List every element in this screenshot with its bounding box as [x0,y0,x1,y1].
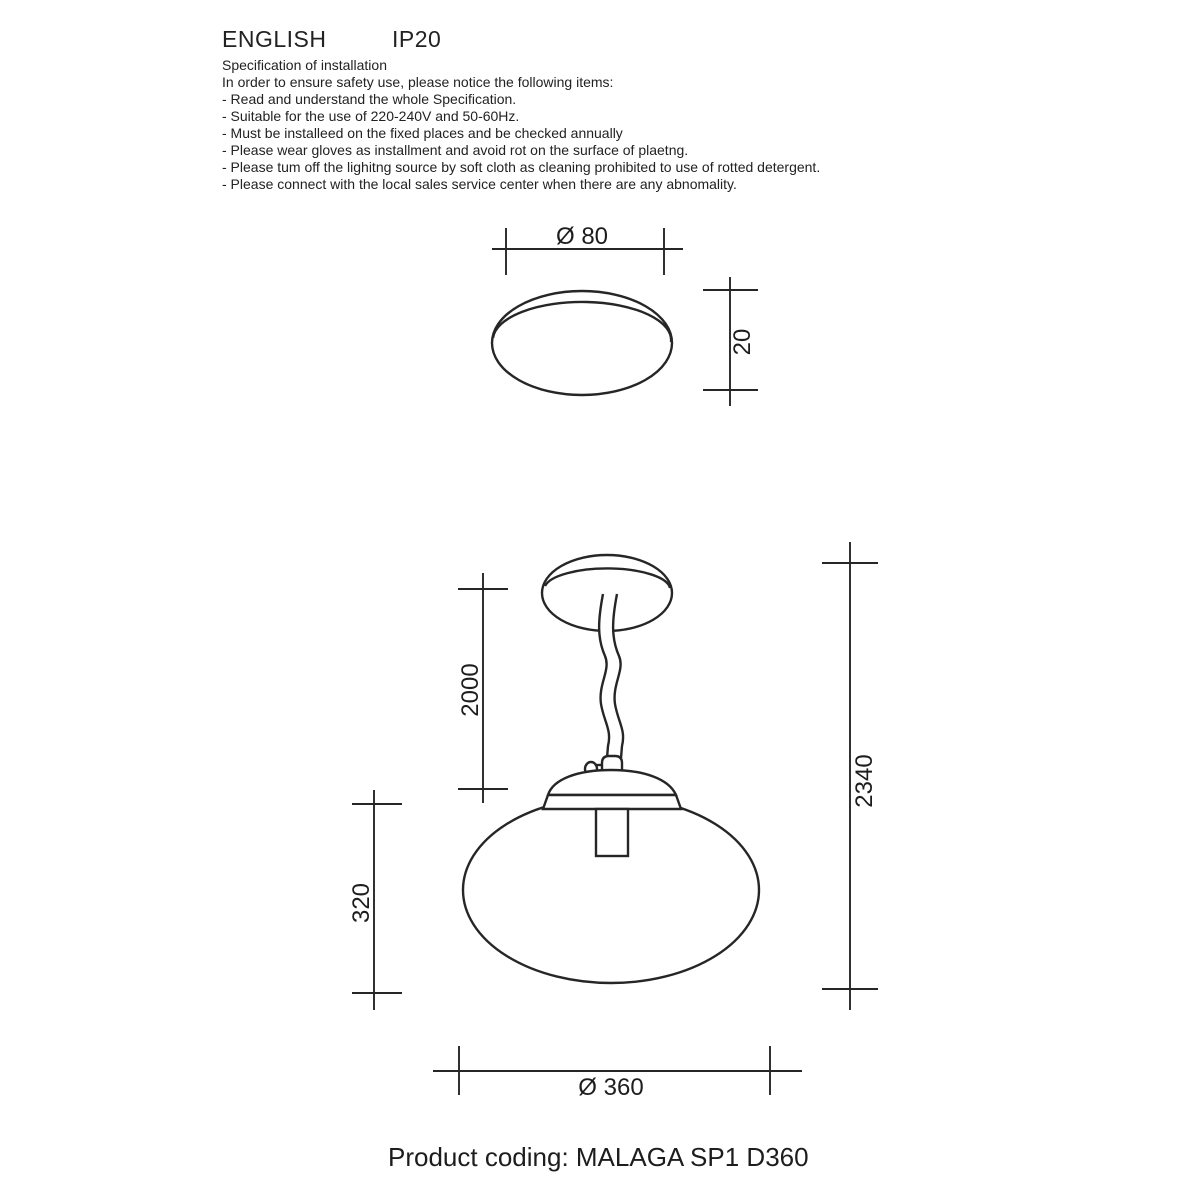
spec-title: Specification of installation [222,57,387,73]
language-label: ENGLISH [222,26,327,52]
holder-dome-cap [548,770,676,795]
ip-rating-label: IP20 [392,26,442,52]
wire-length-label: 2000 [457,663,484,717]
spec-item: - Must be installeed on the fixed places and be checked annually [222,125,623,141]
shade-diameter-label: Ø 360 [578,1074,644,1101]
shade-height-label: 320 [348,882,375,924]
lamp-socket [596,809,628,856]
spec-item: - Suitable for the use of 220-240V and 50-60Hz. [222,108,520,124]
product-coding-label: Product coding: MALAGA SP1 D360 [388,1142,809,1172]
canopy-height-label: 20 [729,328,756,356]
spec-item: - Please tum off the lighitng source by soft cloth as cleaning prohibited to use of rotted detergent. [222,159,821,175]
spec-item: - Please connect with the local sales service center when there are any abnomality. [222,176,737,192]
pendant-side-view-drawing [352,542,878,1095]
canopy-disc-outline [492,291,672,395]
holder-flange [543,795,681,809]
spec-item: - Please wear gloves as installment and avoid rot on the surface of plaetng. [222,142,689,158]
spec-item: - Read and understand the whole Specification. [222,91,517,107]
canopy-diameter-label: Ø 80 [555,223,609,250]
canopy-top-view-drawing [492,228,758,406]
spec-intro: In order to ensure safety use, please notice the following items: [222,74,614,90]
total-height-label: 2340 [851,754,878,808]
